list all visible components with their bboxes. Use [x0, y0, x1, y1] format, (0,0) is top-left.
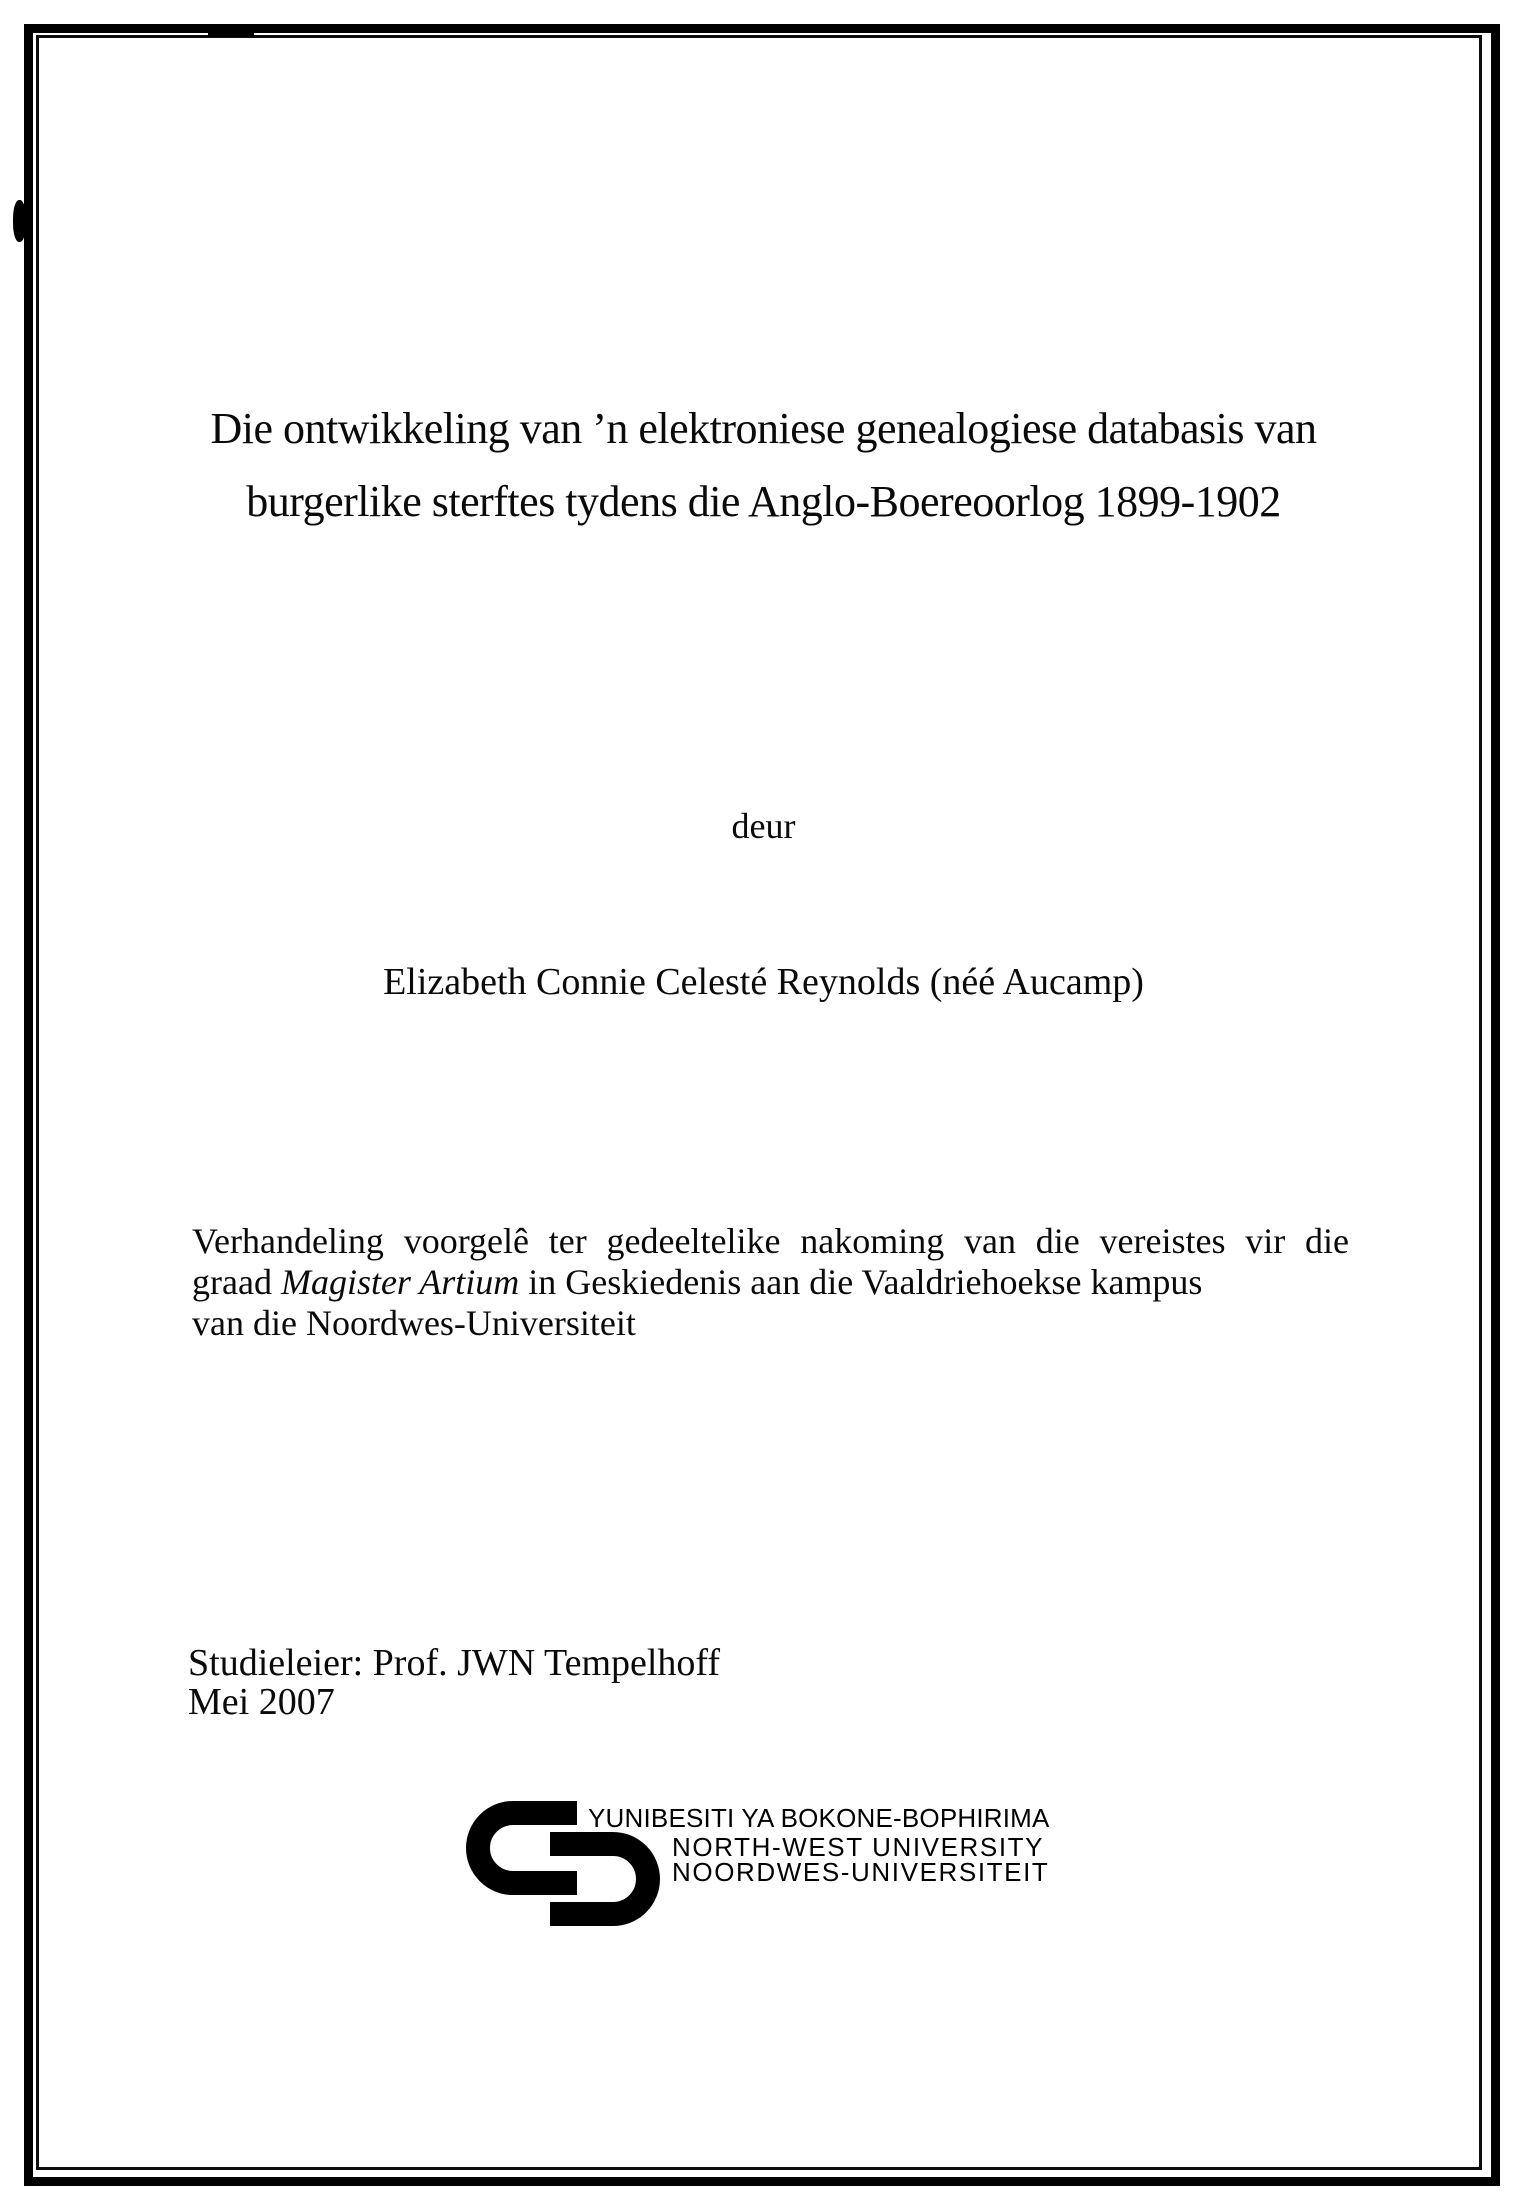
date-line: Mei 2007 — [188, 1681, 335, 1723]
degree-statement — [192, 1221, 1349, 1344]
degree-statement-line2-post: in Geskiedenis aan die Vaaldriehoekse kampus — [519, 1262, 1203, 1302]
thesis-title — [186, 392, 1341, 538]
degree-statement-line2-pre: graad — [192, 1262, 281, 1302]
degree-statement-line1: Verhandeling voorgelê ter gedeeltelike nakoming van die vereistes vir die — [192, 1221, 1349, 1261]
byline-deur: deur — [731, 806, 796, 846]
scan-artifact — [208, 33, 254, 37]
magister-artium-italic: Magister Artium — [280, 1262, 520, 1302]
logo-text-setswana: YUNIBESITI YA BOKONE-BOPHIRIMA — [588, 1803, 1050, 1833]
author-name: Elizabeth Connie Celesté Reynolds (néé Aucamp) — [383, 961, 1144, 1003]
logo-text-afrikaans: NOORDWES-UNIVERSITEIT — [672, 1857, 1050, 1887]
supervisor-line: Studieleier: Prof. JWN Tempelhoff — [188, 1642, 721, 1684]
logo-text-english: NORTH-WEST UNIVERSITY — [672, 1832, 1045, 1862]
supervisor-block — [188, 1644, 720, 1722]
thesis-title-line2: burgerlike sterftes tydens die Anglo-Boereoorlog 1899-1902 — [246, 477, 1281, 526]
degree-statement-line3: van die Noordwes-Universiteit — [192, 1303, 636, 1343]
thesis-title-line1: Die ontwikkeling van ’n elektroniese genealogiese databasis van — [210, 404, 1317, 453]
degree-statement-line2 — [192, 1262, 1349, 1303]
scan-artifact — [13, 200, 26, 242]
